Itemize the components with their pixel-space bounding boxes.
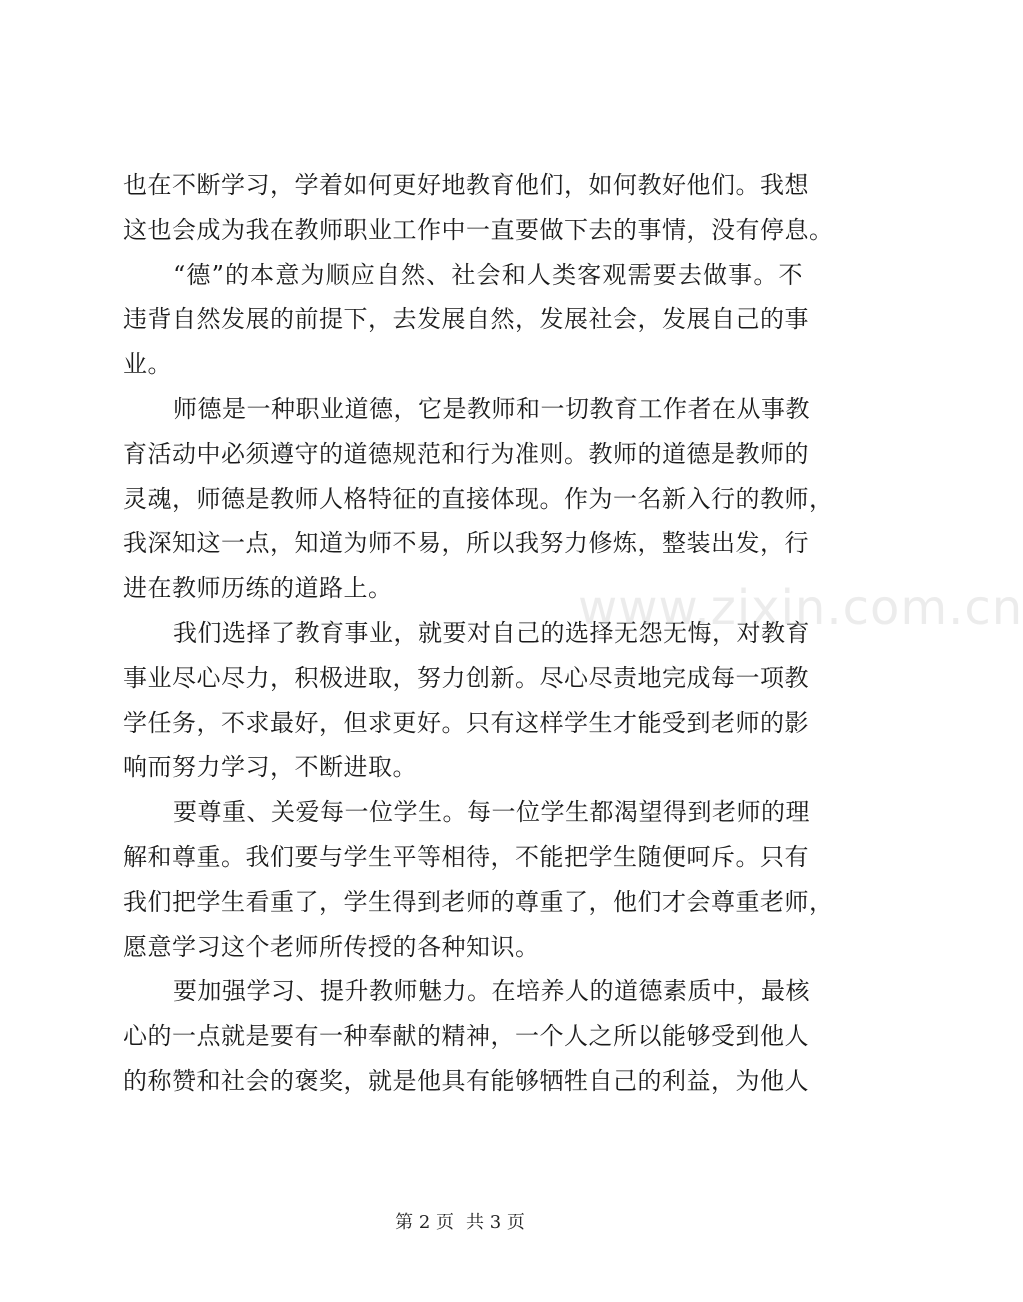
- text-line: 违背自然发展的前提下，去发展自然，发展社会，发展自己的事: [123, 305, 809, 334]
- watermark: www.zixin.com.cn: [578, 580, 1023, 636]
- text-line: 我们选择了教育事业，就要对自己的选择无怨无悔，对教育: [173, 618, 810, 647]
- text-line: 这也会成为我在教师职业工作中一直要做下去的事情，没有停息。: [123, 215, 834, 244]
- text-line: 的称赞和社会的褒奖，就是他具有能够牺牲自己的利益，为他人: [123, 1066, 809, 1095]
- text-line: 我深知这一点，知道为师不易，所以我努力修炼，整装出发，行: [123, 529, 809, 558]
- text-line: 灵魂，师德是教师人格特征的直接体现。作为一名新入行的教师，: [123, 484, 834, 513]
- text-line: 业。: [123, 350, 172, 379]
- text-line: 心的一点就是要有一种奉献的精神，一个人之所以能够受到他人: [123, 1022, 809, 1051]
- text-line: 师德是一种职业道德，它是教师和一切教育工作者在从事教: [173, 394, 810, 423]
- text-line: 愿意学习这个老师所传授的各种知识。: [123, 932, 540, 961]
- text-line: “德”的本意为顺应自然、社会和人类客观需要去做事。不: [173, 260, 803, 289]
- page-total: 共 3 页: [466, 1212, 525, 1233]
- text-line: 要加强学习、提升教师魅力。在培养人的道德素质中，最核: [173, 977, 810, 1006]
- page-number: 第 2 页: [395, 1212, 454, 1233]
- text-line: 事业尽心尽力，积极进取，努力创新。尽心尽责地完成每一项教: [123, 663, 809, 692]
- text-line: 学任务，不求最好，但求更好。只有这样学生才能受到老师的影: [123, 708, 809, 737]
- text-line: 我们把学生看重了，学生得到老师的尊重了，他们才会尊重老师，: [123, 887, 834, 916]
- text-line: 要尊重、关爱每一位学生。每一位学生都渴望得到老师的理: [173, 798, 810, 827]
- text-line: 解和尊重。我们要与学生平等相待，不能把学生随便呵斥。只有: [123, 842, 809, 871]
- text-line: 进在教师历练的道路上。: [123, 574, 393, 603]
- text-line: 育活动中必须遵守的道德规范和行为准则。教师的道德是教师的: [123, 439, 809, 468]
- page-footer: [0, 1208, 920, 1234]
- text-line: 响而努力学习，不断进取。: [123, 753, 417, 782]
- text-line: 也在不断学习，学着如何更好地教育他们，如何教好他们。我想: [123, 171, 809, 199]
